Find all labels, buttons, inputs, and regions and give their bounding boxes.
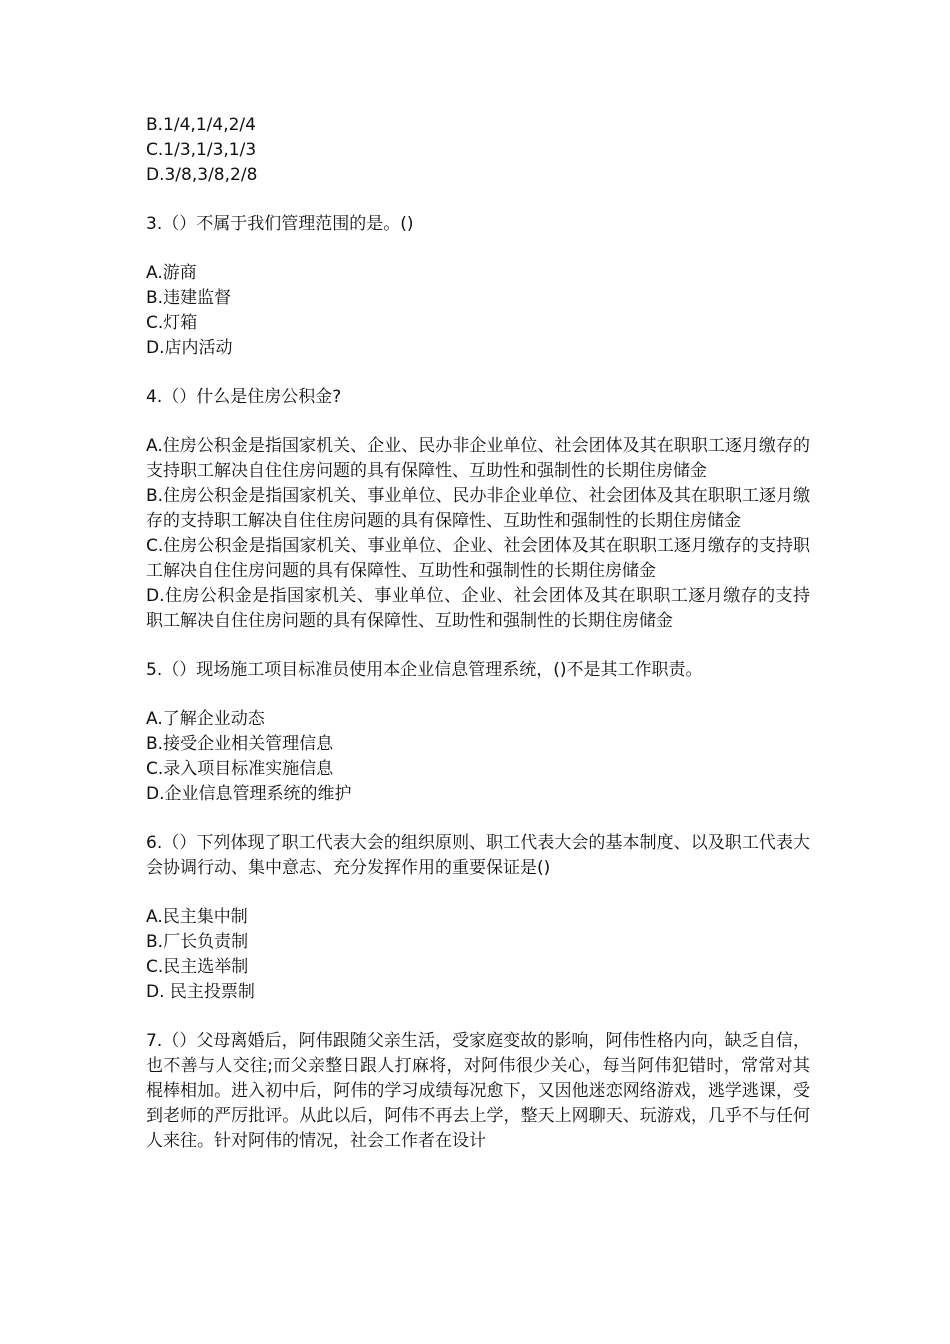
option-d: D.店内活动 [146, 338, 233, 358]
option-b: B.厂长负责制 [146, 932, 249, 952]
question-4 [146, 385, 810, 634]
option-c: C.灯箱 [146, 313, 198, 333]
option-d: D. 民主投票制 [146, 982, 255, 1002]
option-b: B.接受企业相关管理信息 [146, 734, 334, 754]
option-b: B.住房公积金是指国家机关、事业单位、民办非企业单位、社会团体及其在职职工逐月缴存的支持职工解决自住住房问题的具有保障性、互助性和强制性的长期住房储金 [146, 486, 810, 531]
question-text: 4.（）什么是住房公积金? [146, 387, 342, 407]
option-a: A.住房公积金是指国家机关、企业、民办非企业单位、社会团体及其在职职工逐月缴存的支持职工解决自住住房问题的具有保障性、互助性和强制性的长期住房储金 [146, 436, 810, 481]
option-a: A.了解企业动态 [146, 709, 265, 729]
question-text: 7.（）父母离婚后，阿伟跟随父亲生活，受家庭变故的影响，阿伟性格内向，缺乏自信，也不善与人交往;而父亲整日跟人打麻将，对阿伟很少关心，每当阿伟犯错时，常常对其棍棒相加。进入初中后，阿伟的学习成绩每况愈下，又因他迷恋网络游戏，逃学逃课，受到老师的严厉批评。从此以后，阿伟不再去上学，整天上网聊天、玩游戏，几乎不与任何人来往。针对阿伟的情况，社会工作者在设计 [146, 1031, 810, 1151]
option-d: D.住房公积金是指国家机关、事业单位、企业、社会团体及其在职职工逐月缴存的支持职工解决自住住房问题的具有保障性、互助性和强制性的长期住房储金 [146, 586, 810, 631]
prev-question-options [146, 113, 810, 188]
option-b: B.1/4,1/4,2/4 [146, 115, 256, 135]
question-text: 5.（）现场施工项目标准员使用本企业信息管理系统，()不是其工作职责。 [146, 660, 703, 680]
option-a: A.游商 [146, 263, 197, 283]
option-c: C.1/3,1/3,1/3 [146, 140, 257, 160]
question-5 [146, 658, 810, 807]
option-b: B.违建监督 [146, 288, 232, 308]
question-text: 3.（）不属于我们管理范围的是。() [146, 214, 414, 234]
question-3 [146, 212, 810, 361]
question-6 [146, 831, 810, 1005]
option-d: D.3/8,3/8,2/8 [146, 165, 258, 185]
option-c: C.住房公积金是指国家机关、事业单位、企业、社会团体及其在职职工逐月缴存的支持职工解决自住住房问题的具有保障性、互助性和强制性的长期住房储金 [146, 536, 810, 581]
option-c: C.民主选举制 [146, 957, 249, 977]
option-a: A.民主集中制 [146, 907, 248, 927]
question-7 [146, 1029, 810, 1154]
option-d: D.企业信息管理系统的维护 [146, 784, 352, 804]
question-text: 6.（）下列体现了职工代表大会的组织原则、职工代表大会的基本制度、以及职工代表大会协调行动、集中意志、充分发挥作用的重要保证是() [146, 833, 810, 878]
option-c: C.录入项目标准实施信息 [146, 759, 334, 779]
document-page [146, 113, 810, 1154]
